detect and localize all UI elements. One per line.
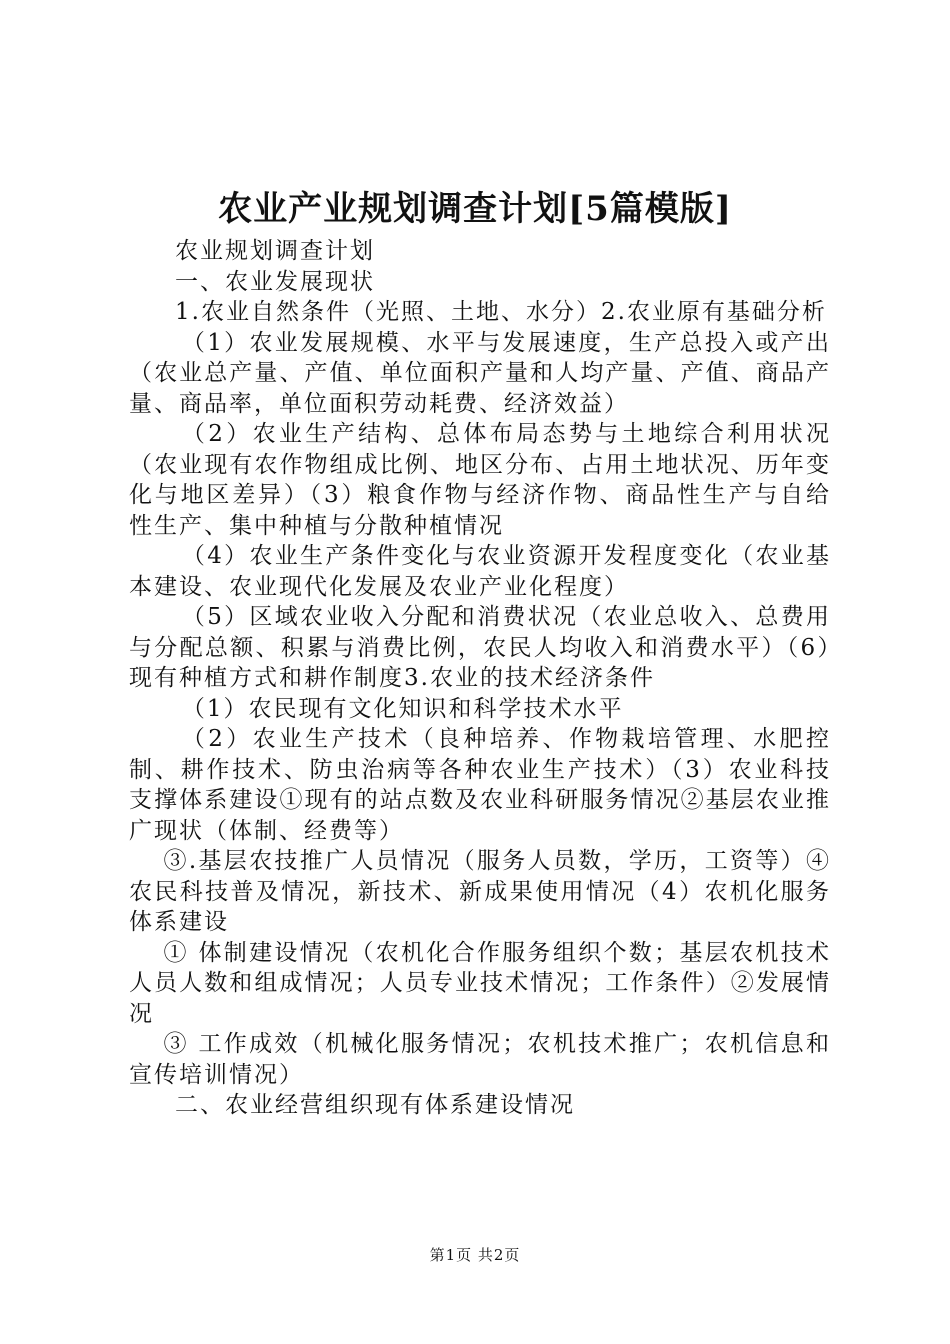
paragraph: ③ 工作成效（机械化服务情况；农机技术推广；农机信息和宣传培训情况） bbox=[129, 1031, 831, 1088]
paragraph: （4）农业生产条件变化与农业资源开发程度变化（农业基本建设、农业现代化发展及农业产业化程度） bbox=[129, 543, 831, 600]
paragraph: ③.基层农技推广人员情况（服务人员数，学历，工资等）④农民科技普及情况，新技术、新成果使用情况（4）农机化服务体系建设 bbox=[129, 848, 831, 935]
paragraph: 1.农业自然条件（光照、土地、水分）2.农业原有基础分析 bbox=[175, 299, 827, 325]
paragraph-subtitle: 农业规划调查计划 bbox=[175, 238, 375, 264]
document-body bbox=[129, 236, 831, 1121]
paragraph: ① 体制建设情况（农机化合作服务组织个数；基层农机技术人员人数和组成情况；人员专业技术情况；工作条件）②发展情况 bbox=[129, 939, 831, 1027]
page-footer: 第1页 共2页 bbox=[429, 1246, 521, 1264]
document-title: 农业产业规划调查计划[5篇模版] bbox=[218, 189, 732, 229]
section-heading-2: 二、农业经营组织现有体系建设情况 bbox=[175, 1092, 575, 1118]
paragraph: （2）农业生产技术（良种培养、作物栽培管理、水肥控制、耕作技术、防虫治病等各种农业生产技术）（3）农业科技支撑体系建设①现有的站点数及农业科研服务情况②基层农业推广现状（体制、经费等） bbox=[129, 726, 831, 844]
paragraph: （2）农业生产结构、总体布局态势与土地综合利用状况（农业现有农作物组成比例、地区分布、占用土地状况、历年变化与地区差异）（3）粮食作物与经济作物、商品性生产与自给性生产、集中种植与分散种植情况 bbox=[129, 421, 831, 539]
paragraph: （5）区域农业收入分配和消费状况（农业总收入、总费用与分配总额、积累与消费比例，农民人均收入和消费水平）（6）现有种植方式和耕作制度3.农业的技术经济条件 bbox=[129, 604, 831, 691]
paragraph: （1）农业发展规模、水平与发展速度，生产总投入或产出（农业总产量、产值、单位面积产量和人均产量、产值、商品产量、商品率，单位面积劳动耗费、经济效益） bbox=[129, 329, 831, 417]
paragraph: （1）农民现有文化知识和科学技术水平 bbox=[181, 695, 624, 722]
section-heading-1: 一、农业发展现状 bbox=[175, 268, 375, 295]
